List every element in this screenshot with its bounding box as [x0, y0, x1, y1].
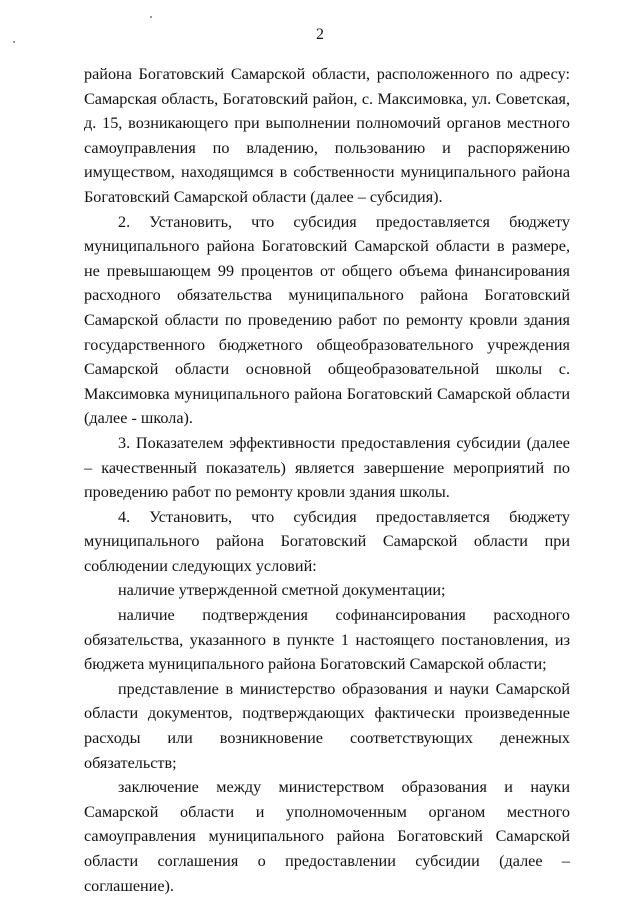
paragraph-continuation: района Богатовский Самарской области, расположенного по адресу: Самарская область, Богатовский район, с. Максимовка, ул. Советская, д. 15, возникающего при выполнении полномочий органов местного самоуправления по владению, пользованию и распоряжению имуществом, находящимся в собственности муниципального района Богатовский Самарской области (далее – субсидия). — [84, 65, 570, 206]
paragraph-item-4: 4. Установить, что субсидия предоставляется бюджету муниципального района Богатовский Самарской области при соблюдении следующих условий: — [84, 507, 570, 575]
document-body — [84, 62, 570, 898]
paragraph-item-2: 2. Установить, что субсидия предоставляется бюджету муниципального района Богатовский Самарской области в размере, не превышающем 99 процентов от общего объема финансирования расходного обязательства муниципального района Богатовский Самарской области по проведению работ по ремонту кровли здания государственного бюджетного общеобразовательного учреждения Самарской области основной общеобразовательной школы с. Максимовка муниципального района Богатовский Самарской области (далее - школа). — [84, 212, 570, 428]
condition-agreement: заключение между министерством образования и науки Самарской области и уполномоченным органом местного самоуправления муниципального района Богатовский Самарской области соглашения о предоставлении субсидии (далее – соглашение). — [84, 778, 570, 895]
page-number: 2 — [316, 26, 324, 43]
condition-estimate-documentation: наличие утвержденной сметной документации; — [118, 581, 446, 600]
paragraph-item-3: 3. Показателем эффективности предоставления субсидии (далее – качественный показатель) является завершение мероприятий по проведению работ по ремонту кровли здания школы. — [84, 433, 570, 502]
scan-speck — [150, 16, 152, 18]
condition-cofinancing: наличие подтверждения софинансирования расходного обязательства, указанного в пункте 1 настоящего постановления, из бюджета муниципального района Богатовский Самарской области; — [84, 606, 570, 674]
condition-documents-submission: представление в министерство образования и науки Самарской области документов, подтверждающих фактически произведенные расходы или возникновение соответствующих денежных обязательств; — [84, 679, 570, 772]
